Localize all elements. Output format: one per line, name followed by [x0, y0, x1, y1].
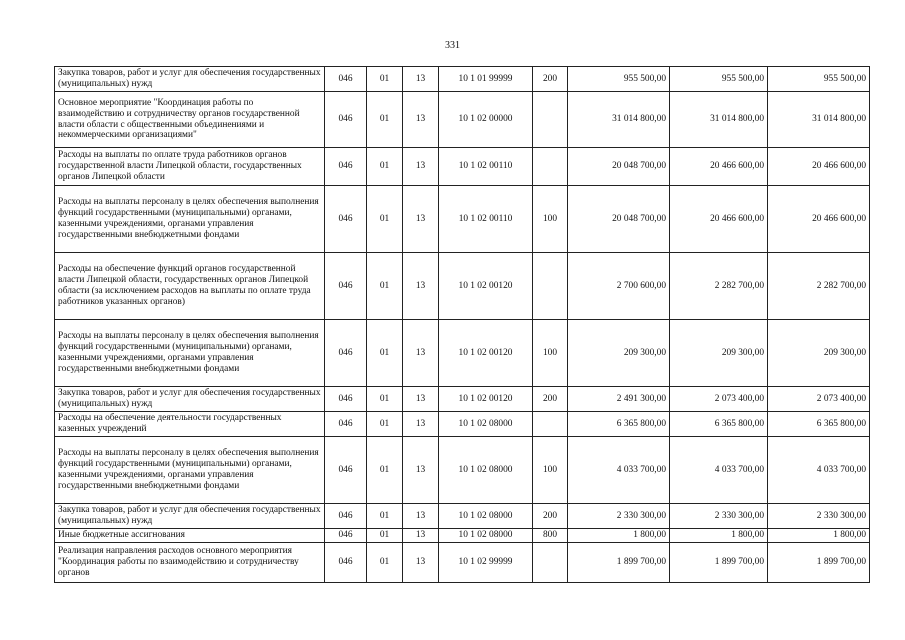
amount-year3-cell: 4 033 700,00: [768, 437, 870, 504]
amount-year3-cell: 20 466 600,00: [768, 186, 870, 253]
admin-code-cell: 046: [325, 504, 367, 529]
table-row: [55, 186, 870, 253]
amount-year1-cell: 955 500,00: [568, 67, 670, 92]
amount-year2-cell: 20 466 600,00: [670, 148, 768, 186]
expense-type-cell: 200: [533, 67, 568, 92]
section-cell: 01: [367, 412, 403, 437]
table-row: [55, 437, 870, 504]
amount-year1-cell: 6 365 800,00: [568, 412, 670, 437]
amount-year3-cell: 20 466 600,00: [768, 148, 870, 186]
amount-year2-cell: 2 282 700,00: [670, 253, 768, 320]
amount-year3-cell: 209 300,00: [768, 320, 870, 387]
expense-type-cell: [533, 92, 568, 148]
amount-year3-cell: 2 282 700,00: [768, 253, 870, 320]
expense-type-cell: 100: [533, 320, 568, 387]
section-cell: 01: [367, 387, 403, 412]
admin-code-cell: 046: [325, 186, 367, 253]
section-cell: 01: [367, 437, 403, 504]
table-row: [55, 529, 870, 543]
admin-code-cell: 046: [325, 253, 367, 320]
table-row: [55, 412, 870, 437]
admin-code-cell: 046: [325, 412, 367, 437]
expense-type-cell: [533, 543, 568, 583]
row-name-cell: Расходы на выплаты персоналу в целях обеспечения выполнения функций государственными (муниципальными) органами, казенными учреждениями, органами управления государственными внебюджетными фондами: [55, 320, 325, 387]
target-article-cell: 10 1 02 08000: [439, 412, 533, 437]
target-article-cell: 10 1 02 00110: [439, 186, 533, 253]
amount-year2-cell: 2 330 300,00: [670, 504, 768, 529]
admin-code-cell: 046: [325, 437, 367, 504]
amount-year3-cell: 2 330 300,00: [768, 504, 870, 529]
expense-type-cell: [533, 148, 568, 186]
subsection-cell: 13: [403, 320, 439, 387]
row-name-cell: Закупка товаров, работ и услуг для обеспечения государственных (муниципальных) нужд: [55, 67, 325, 92]
table-row: [55, 148, 870, 186]
subsection-cell: 13: [403, 67, 439, 92]
admin-code-cell: 046: [325, 148, 367, 186]
amount-year1-cell: 2 491 300,00: [568, 387, 670, 412]
target-article-cell: 10 1 02 08000: [439, 504, 533, 529]
subsection-cell: 13: [403, 186, 439, 253]
amount-year2-cell: 31 014 800,00: [670, 92, 768, 148]
amount-year1-cell: 20 048 700,00: [568, 148, 670, 186]
target-article-cell: 10 1 02 99999: [439, 543, 533, 583]
admin-code-cell: 046: [325, 320, 367, 387]
amount-year1-cell: 1 899 700,00: [568, 543, 670, 583]
expense-type-cell: 100: [533, 186, 568, 253]
target-article-cell: 10 1 02 08000: [439, 437, 533, 504]
amount-year1-cell: 209 300,00: [568, 320, 670, 387]
subsection-cell: 13: [403, 253, 439, 320]
amount-year2-cell: 2 073 400,00: [670, 387, 768, 412]
row-name-cell: Реализация направления расходов основного мероприятия "Координация работы по взаимодействию и сотрудничеству органов: [55, 543, 325, 583]
amount-year1-cell: 2 330 300,00: [568, 504, 670, 529]
table-row: [55, 67, 870, 92]
admin-code-cell: 046: [325, 543, 367, 583]
section-cell: 01: [367, 320, 403, 387]
admin-code-cell: 046: [325, 387, 367, 412]
budget-table: [54, 66, 870, 583]
expense-type-cell: 200: [533, 387, 568, 412]
row-name-cell: Расходы на выплаты по оплате труда работников органов государственной власти Липецкой области, государственных органов Липецкой области: [55, 148, 325, 186]
admin-code-cell: 046: [325, 67, 367, 92]
expense-type-cell: 100: [533, 437, 568, 504]
section-cell: 01: [367, 504, 403, 529]
row-name-cell: Закупка товаров, работ и услуг для обеспечения государственных (муниципальных) нужд: [55, 387, 325, 412]
row-name-cell: Основное мероприятие "Координация работы по взаимодействию и сотрудничеству органов государственной власти области с общественными объединениями и некоммерческими организациями": [55, 92, 325, 148]
amount-year2-cell: 1 899 700,00: [670, 543, 768, 583]
amount-year2-cell: 20 466 600,00: [670, 186, 768, 253]
expense-type-cell: 800: [533, 529, 568, 543]
section-cell: 01: [367, 529, 403, 543]
subsection-cell: 13: [403, 412, 439, 437]
row-name-cell: Расходы на обеспечение деятельности государственных казенных учреждений: [55, 412, 325, 437]
section-cell: 01: [367, 186, 403, 253]
expense-type-cell: [533, 253, 568, 320]
subsection-cell: 13: [403, 148, 439, 186]
table-row: [55, 320, 870, 387]
table-row: [55, 504, 870, 529]
amount-year3-cell: 955 500,00: [768, 67, 870, 92]
table-row: [55, 387, 870, 412]
section-cell: 01: [367, 148, 403, 186]
subsection-cell: 13: [403, 543, 439, 583]
subsection-cell: 13: [403, 387, 439, 412]
subsection-cell: 13: [403, 504, 439, 529]
table-row: [55, 92, 870, 148]
target-article-cell: 10 1 01 99999: [439, 67, 533, 92]
target-article-cell: 10 1 02 00000: [439, 92, 533, 148]
amount-year3-cell: 31 014 800,00: [768, 92, 870, 148]
amount-year1-cell: 1 800,00: [568, 529, 670, 543]
target-article-cell: 10 1 02 00120: [439, 387, 533, 412]
target-article-cell: 10 1 02 08000: [439, 529, 533, 543]
section-cell: 01: [367, 67, 403, 92]
amount-year2-cell: 6 365 800,00: [670, 412, 768, 437]
row-name-cell: Расходы на выплаты персоналу в целях обеспечения выполнения функций государственными (муниципальными) органами, казенными учреждениями, органами управления государственными внебюджетными фондами: [55, 437, 325, 504]
table-row: [55, 253, 870, 320]
amount-year3-cell: 6 365 800,00: [768, 412, 870, 437]
expense-type-cell: [533, 412, 568, 437]
expense-type-cell: 200: [533, 504, 568, 529]
amount-year2-cell: 1 800,00: [670, 529, 768, 543]
target-article-cell: 10 1 02 00110: [439, 148, 533, 186]
amount-year2-cell: 955 500,00: [670, 67, 768, 92]
row-name-cell: Расходы на выплаты персоналу в целях обеспечения выполнения функций государственными (муниципальными) органами, казенными учреждениями, органами управления государственными внебюджетными фондами: [55, 186, 325, 253]
amount-year1-cell: 2 700 600,00: [568, 253, 670, 320]
row-name-cell: Расходы на обеспечение функций органов государственной власти Липецкой области, государственных органов Липецкой области (за исключением расходов на выплаты по оплате труда работников указанных органов): [55, 253, 325, 320]
amount-year2-cell: 4 033 700,00: [670, 437, 768, 504]
row-name-cell: Закупка товаров, работ и услуг для обеспечения государственных (муниципальных) нужд: [55, 504, 325, 529]
subsection-cell: 13: [403, 529, 439, 543]
target-article-cell: 10 1 02 00120: [439, 320, 533, 387]
amount-year1-cell: 31 014 800,00: [568, 92, 670, 148]
admin-code-cell: 046: [325, 529, 367, 543]
admin-code-cell: 046: [325, 92, 367, 148]
amount-year3-cell: 1 899 700,00: [768, 543, 870, 583]
row-name-cell: Иные бюджетные ассигнования: [55, 529, 325, 543]
amount-year1-cell: 4 033 700,00: [568, 437, 670, 504]
amount-year3-cell: 1 800,00: [768, 529, 870, 543]
page-number: 331: [445, 40, 460, 51]
section-cell: 01: [367, 92, 403, 148]
section-cell: 01: [367, 543, 403, 583]
amount-year2-cell: 209 300,00: [670, 320, 768, 387]
subsection-cell: 13: [403, 92, 439, 148]
section-cell: 01: [367, 253, 403, 320]
table-row: [55, 543, 870, 583]
amount-year3-cell: 2 073 400,00: [768, 387, 870, 412]
subsection-cell: 13: [403, 437, 439, 504]
target-article-cell: 10 1 02 00120: [439, 253, 533, 320]
table-body: [55, 67, 870, 583]
amount-year1-cell: 20 048 700,00: [568, 186, 670, 253]
